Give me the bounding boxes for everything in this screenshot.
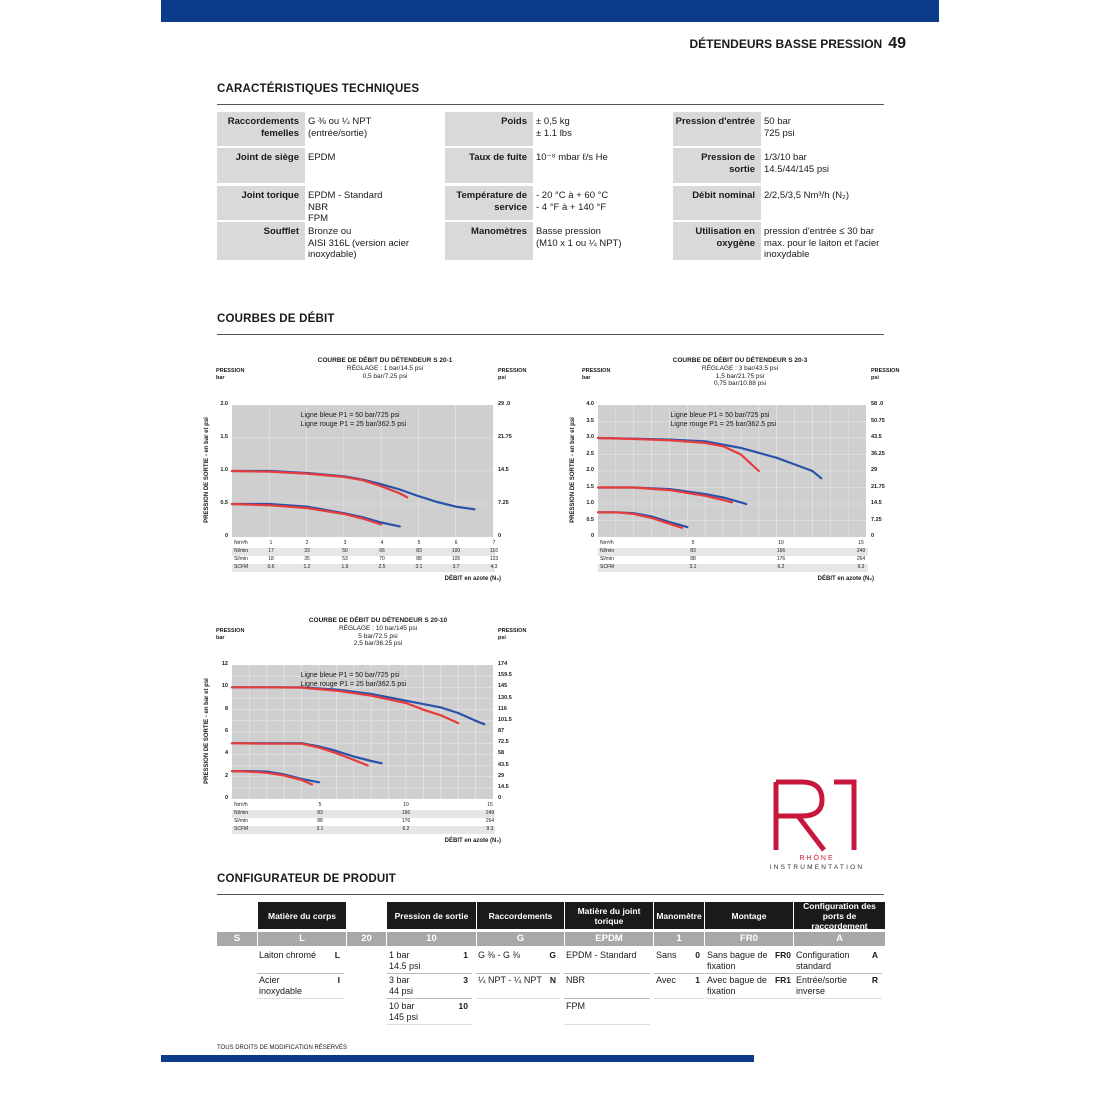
flow-value: 1.9 <box>341 564 349 570</box>
chart-legend: Ligne rouge P1 = 25 bar/362.5 psi <box>670 421 777 428</box>
psi-tick: 21.75 <box>871 483 885 490</box>
spec-label: Raccordements femelles <box>217 112 305 146</box>
flow-value: 83 <box>416 548 422 554</box>
flow-unit: Nm³/h <box>600 540 614 546</box>
gauge-option-rule <box>654 998 704 999</box>
header-title: DÉTENDEURS BASSE PRESSION <box>689 37 883 51</box>
cfg-code-gauge: 1 <box>654 932 704 946</box>
y-tick: 4.0 <box>586 401 594 407</box>
psi-tick: 50.75 <box>871 417 885 424</box>
outlet-option-label: 3 bar 44 psi <box>389 975 414 996</box>
connection-option-code: N <box>549 975 556 985</box>
chart-setting: 0,75 bar/10.88 psi <box>713 380 767 387</box>
flow-value: 88 <box>416 556 422 562</box>
flow-value: 83 <box>317 810 323 816</box>
flow-value: 17 <box>268 548 274 554</box>
flow-title: COURBES DE DÉBIT <box>217 313 335 325</box>
cfg-code-outlet: 10 <box>387 932 476 946</box>
body-option-code: I <box>337 975 340 985</box>
y-tick: 2.0 <box>220 401 228 407</box>
footer-bar <box>161 1055 754 1062</box>
psi-tick: 0 <box>498 795 502 801</box>
connection-option-label: ¼ NPT - ¼ NPT <box>478 975 542 985</box>
outlet-option-code: 1 <box>463 950 468 960</box>
flow-unit: SCFM <box>600 564 615 570</box>
spec-value: EPDM - Standard NBR FPM <box>308 190 383 224</box>
chart-title: COURBE DE DÉBIT DU DÉTENDEUR S 20-10 <box>308 617 448 624</box>
psi-tick: 159.5 <box>498 672 512 679</box>
left-unit: PRESSION <box>582 368 611 374</box>
spec-value: Basse pression (M10 x 1 ou ¼ NPT) <box>536 226 622 249</box>
flow-unit: Nm³/h <box>234 540 248 546</box>
chart-setting: 0,5 bar/7.25 psi <box>362 372 408 380</box>
psi-tick: 87 <box>498 728 505 734</box>
flow-value: 105 <box>451 556 461 562</box>
y-tick: 0 <box>224 795 228 801</box>
y-tick: 0 <box>224 533 228 539</box>
flow-value: 33 <box>304 548 310 554</box>
flow-value: 249 <box>856 548 866 554</box>
spec-label: Utilisation en oxygène <box>673 222 761 260</box>
spec-label: Joint de siège <box>217 148 305 183</box>
left-unit: bar <box>216 634 225 641</box>
spec-label: Soufflet <box>217 222 305 260</box>
flow-value: 166 <box>776 548 786 554</box>
outlet-option-code: 3 <box>463 975 468 985</box>
spec-value: 50 bar 725 psi <box>764 116 795 139</box>
psi-tick: 14.5 <box>498 467 509 473</box>
flow-value: 6 <box>454 540 458 546</box>
psi-tick: 145 <box>498 683 508 690</box>
psi-tick: 36.25 <box>871 450 885 457</box>
y-tick: 8 <box>224 705 228 712</box>
flow-unit: Nm³/h <box>234 802 248 808</box>
psi-tick: 72.5 <box>498 739 509 746</box>
flow-row-bg <box>598 564 868 572</box>
flow-value: 88 <box>690 556 696 562</box>
seal-option-label: EPDM - Standard <box>566 950 637 960</box>
connection-option-rule <box>476 973 560 974</box>
psi-tick: 116 <box>498 705 507 712</box>
spec-value: 10⁻⁸ mbar ℓ/s He <box>536 152 608 163</box>
y-tick: 1.0 <box>586 500 594 506</box>
flow-value: 3.1 <box>689 564 697 570</box>
psi-tick: 0 <box>871 533 875 539</box>
flow-value: 5 <box>417 540 421 546</box>
gauge-option-rule <box>654 973 704 974</box>
configurator-title: CONFIGURATEUR DE PRODUIT <box>217 873 397 885</box>
flow-unit: SCFM <box>234 564 249 570</box>
spec-label: Pression d'entrée <box>673 112 761 146</box>
spec-label: Pression de sortie <box>673 148 761 183</box>
flow-unit: Nl/min <box>234 548 249 554</box>
flow-value: 88 <box>317 818 323 824</box>
outlet-option-code: 10 <box>458 1001 468 1011</box>
cfg-header-outlet: Pression de sortie <box>387 902 476 929</box>
psi-tick: 7.25 <box>498 500 509 506</box>
psi-tick: 0 <box>498 533 502 539</box>
right-unit: psi <box>498 374 506 381</box>
right-unit: PRESSION <box>498 368 527 374</box>
cfg-header-mounting: Montage <box>705 902 793 929</box>
x-axis-label: DÉBIT en azote (N₂) <box>817 576 874 582</box>
mounting-option-label: Sans bague de fixation <box>707 950 768 971</box>
cfg-code-connections: G <box>477 932 564 946</box>
connection-option-code: G <box>549 950 556 960</box>
flow-value: 6.2 <box>777 564 785 570</box>
psi-tick: 21.75 <box>498 434 512 440</box>
chart-title: COURBE DE DÉBIT DU DÉTENDEUR S 20-1 <box>317 357 453 364</box>
y-tick: 6 <box>224 728 228 734</box>
right-unit: psi <box>871 374 879 381</box>
ports-option-rule <box>794 973 882 974</box>
chart-legend: Ligne bleue P1 = 50 bar/725 psi <box>300 672 400 679</box>
body-option-rule <box>257 973 344 974</box>
flow-unit: Sl/min <box>600 556 614 562</box>
flow-value: 116 <box>490 548 498 554</box>
chart-title: COURBE DE DÉBIT DU DÉTENDEUR S 20-3 <box>672 357 808 364</box>
flow-unit: Sl/min <box>234 818 248 824</box>
flow-value: 2.5 <box>378 564 386 570</box>
flow-value: 5 <box>691 540 695 546</box>
y-tick: 1.0 <box>220 467 228 473</box>
cfg-code-body: L <box>258 932 346 946</box>
psi-tick: 29 <box>498 772 505 779</box>
gauge-option-label: Avec <box>656 975 676 985</box>
y-tick: 0 <box>590 533 594 539</box>
flow-value: 2 <box>305 540 309 546</box>
psi-tick: 174 <box>498 661 508 667</box>
flow-value: 7 <box>492 540 496 546</box>
spec-value: ± 0,5 kg ± 1.1 lbs <box>536 116 572 139</box>
chart-legend: Ligne rouge P1 = 25 bar/362.5 psi <box>300 421 407 428</box>
y-tick: 2.5 <box>586 450 594 457</box>
y-axis-label: PRESSION DE SORTIE - en bar et psi <box>570 417 576 523</box>
gauge-option-code: 1 <box>695 975 700 985</box>
ports-option-label: Configuration standard <box>796 950 850 971</box>
flow-unit: Sl/min <box>234 556 248 562</box>
seal-option-rule <box>564 998 650 999</box>
seal-option-rule <box>564 1024 650 1025</box>
body-option-code: L <box>334 950 340 960</box>
cfg-code-mounting: FR0 <box>705 932 793 946</box>
chart-setting: 1,5 bar/21.75 psi <box>715 372 765 380</box>
spec-label: Taux de fuite <box>445 148 533 183</box>
right-unit: psi <box>498 634 506 641</box>
ports-option-label: Entrée/sortie inverse <box>796 975 848 996</box>
flow-value: 4 <box>380 540 384 546</box>
flow-value: 4.3 <box>490 564 498 570</box>
flow-row-bg <box>598 548 868 556</box>
flow-value: 10 <box>403 802 409 808</box>
cfg-code-s: S <box>217 932 257 946</box>
outlet-option-rule <box>387 998 472 999</box>
flow-row-bg <box>232 826 495 834</box>
connection-option-rule <box>476 998 560 999</box>
chart-setting: RÉGLAGE : 10 bar/145 psi <box>338 625 418 632</box>
flow-value: 1.2 <box>303 564 311 570</box>
chart-setting: RÉGLAGE : 3 bar/43.5 psi <box>701 365 779 372</box>
flow-value: 3 <box>343 540 347 546</box>
flow-value: 3.7 <box>452 564 460 570</box>
spec-label: Poids <box>445 112 533 146</box>
spec-value: - 20 °C à + 60 °C - 4 °F à + 140 °F <box>536 190 609 213</box>
flow-unit: SCFM <box>234 826 249 832</box>
outlet-option-rule <box>387 973 472 974</box>
chart-setting: RÉGLAGE : 1 bar/14.5 psi <box>346 365 424 372</box>
y-tick: 2.0 <box>586 467 594 473</box>
flow-value: 70 <box>379 556 385 562</box>
page-number: 49 <box>888 35 906 52</box>
right-unit: PRESSION <box>871 368 900 374</box>
y-tick: 10 <box>221 683 228 690</box>
flow-value: 0.6 <box>267 564 275 570</box>
flow-unit: Nl/min <box>600 548 615 554</box>
psi-tick: 101.5 <box>498 716 512 723</box>
flow-row-bg <box>232 810 495 818</box>
flow-value: 15 <box>858 540 864 546</box>
y-axis-label: PRESSION DE SORTIE - en bar et psi <box>204 417 210 523</box>
flow-value: 5 <box>318 802 322 808</box>
psi-tick: 29 <box>871 467 878 473</box>
spec-value: Bronze ou AISI 316L (version acier inoxydable) <box>308 226 410 260</box>
flow-value: 249 <box>485 810 495 816</box>
right-unit: PRESSION <box>498 628 527 634</box>
flow-value: 6.2 <box>402 826 410 832</box>
psi-tick: 43.5 <box>871 434 882 440</box>
body-option-label: Laiton chromé <box>259 950 317 960</box>
ports-option-code: R <box>871 975 878 985</box>
body-option-rule <box>257 998 344 999</box>
y-tick: 3.0 <box>586 434 594 440</box>
mounting-option-rule <box>705 998 795 999</box>
chart-legend: Ligne rouge P1 = 25 bar/362.5 psi <box>300 681 407 688</box>
flow-value: 3.1 <box>415 564 423 570</box>
psi-tick: 29 .0 <box>498 401 511 407</box>
flow-unit: Nl/min <box>234 810 249 816</box>
gauge-option-label: Sans <box>656 950 677 960</box>
mounting-option-code: FR1 <box>774 975 791 985</box>
left-unit: bar <box>582 374 591 381</box>
spec-label: Débit nominal <box>673 186 761 220</box>
specs-title: CARACTÉRISTIQUES TECHNIQUES <box>217 83 420 95</box>
left-unit: bar <box>216 374 225 381</box>
y-tick: 1.5 <box>220 434 228 440</box>
psi-tick: 14.5 <box>871 500 882 506</box>
ports-option-rule <box>794 998 882 999</box>
flow-value: 264 <box>485 818 495 824</box>
x-axis-label: DÉBIT en azote (N₂) <box>444 576 501 582</box>
mounting-option-label: Avec bague de fixation <box>707 975 767 996</box>
flow-value: 83 <box>690 548 696 554</box>
cfg-header-seal: Matière du joint torique <box>565 902 653 929</box>
body-option-label: Acier inoxydable <box>259 975 303 996</box>
flow-value: 66 <box>379 548 385 554</box>
spec-value: 1/3/10 bar 14.5/44/145 psi <box>764 152 829 175</box>
left-unit: PRESSION <box>216 368 245 374</box>
flow-value: 176 <box>776 556 786 562</box>
ports-option-code: A <box>871 950 878 960</box>
spec-label: Manomètres <box>445 222 533 260</box>
y-tick: 1.5 <box>586 483 594 490</box>
flow-value: 18 <box>268 556 274 562</box>
seal-option-label: FPM <box>566 1001 585 1011</box>
configurator-rule <box>217 894 884 895</box>
outlet-option-label: 1 bar 14.5 psi <box>389 950 421 971</box>
x-axis-label: DÉBIT en azote (N₂) <box>444 838 501 844</box>
psi-tick: 7.25 <box>871 516 882 523</box>
y-axis-label: PRESSION DE SORTIE - en bar et psi <box>204 678 210 784</box>
chart-legend: Ligne bleue P1 = 50 bar/725 psi <box>300 412 400 419</box>
spec-value: EPDM <box>308 152 336 163</box>
seal-option-rule <box>564 973 650 974</box>
psi-tick: 130.5 <box>498 694 512 701</box>
spec-label: Joint torique <box>217 186 305 220</box>
cfg-header-ports: Configuration des ports de raccordement <box>794 902 885 929</box>
flow-value: 3.1 <box>316 826 324 832</box>
chart-setting: 5 bar/72.5 psi <box>358 632 398 640</box>
connection-option-label: G ⅜ - G ⅜ <box>478 950 521 960</box>
spec-value: 2/2,5/3,5 Nm³/h (N₂) <box>764 190 849 201</box>
cfg-header-connections: Raccordements <box>477 902 564 929</box>
flow-value: 9.3 <box>857 564 865 570</box>
flow-value: 10 <box>778 540 784 546</box>
cfg-code-series: 20 <box>347 932 386 946</box>
cfg-code-seal: EPDM <box>565 932 653 946</box>
cfg-header-gauge: Manomètre <box>654 902 704 929</box>
logo-brand: RHÔNE <box>799 855 835 862</box>
outlet-option-rule <box>387 1024 472 1025</box>
seal-option-label: NBR <box>566 975 586 985</box>
gauge-option-code: 0 <box>695 950 700 960</box>
flow-value: 35 <box>304 556 310 562</box>
spec-label: Température de service <box>445 186 533 220</box>
spec-value: G ⅜ ou ¼ NPT (entrée/sortie) <box>308 116 372 139</box>
y-tick: 0.5 <box>220 500 228 506</box>
spec-value: pression d'entrée ≤ 30 bar max. pour le laiton et l'acier inoxydable <box>764 226 880 260</box>
flow-value: 100 <box>451 548 461 554</box>
flow-value: 50 <box>342 548 348 554</box>
mounting-option-code: FR0 <box>774 950 791 960</box>
psi-tick: 43.5 <box>498 761 509 768</box>
footer-note: TOUS DROITS DE MODIFICATION RÉSERVÉS <box>217 1045 348 1051</box>
psi-tick: 58 .0 <box>871 401 884 407</box>
cfg-header-body: Matière du corps <box>258 902 346 929</box>
chart-legend: Ligne bleue P1 = 50 bar/725 psi <box>670 412 770 419</box>
flow-value: 53 <box>342 556 348 562</box>
flow-value: 123 <box>489 556 499 562</box>
y-tick: 2 <box>224 772 228 779</box>
flow-value: 15 <box>487 802 493 808</box>
logo-sub: INSTRUMENTATION <box>769 864 865 871</box>
left-unit: PRESSION <box>216 628 245 634</box>
flow-value: 1 <box>269 540 273 546</box>
y-tick: 0.5 <box>586 516 594 523</box>
cfg-code-ports: A <box>794 932 885 946</box>
flow-value: 166 <box>401 810 411 816</box>
outlet-option-label: 10 bar 145 psi <box>389 1001 419 1022</box>
y-tick: 12 <box>221 661 228 667</box>
flow-value: 264 <box>856 556 866 562</box>
mounting-option-rule <box>705 973 795 974</box>
chart-setting: 2,5 bar/36.25 psi <box>353 640 403 647</box>
y-tick: 4 <box>224 750 228 757</box>
flow-value: 9.3 <box>486 826 494 832</box>
flow-value: 176 <box>401 818 411 824</box>
y-tick: 3.5 <box>586 417 594 424</box>
psi-tick: 14.5 <box>498 783 509 790</box>
psi-tick: 58 <box>498 750 505 757</box>
